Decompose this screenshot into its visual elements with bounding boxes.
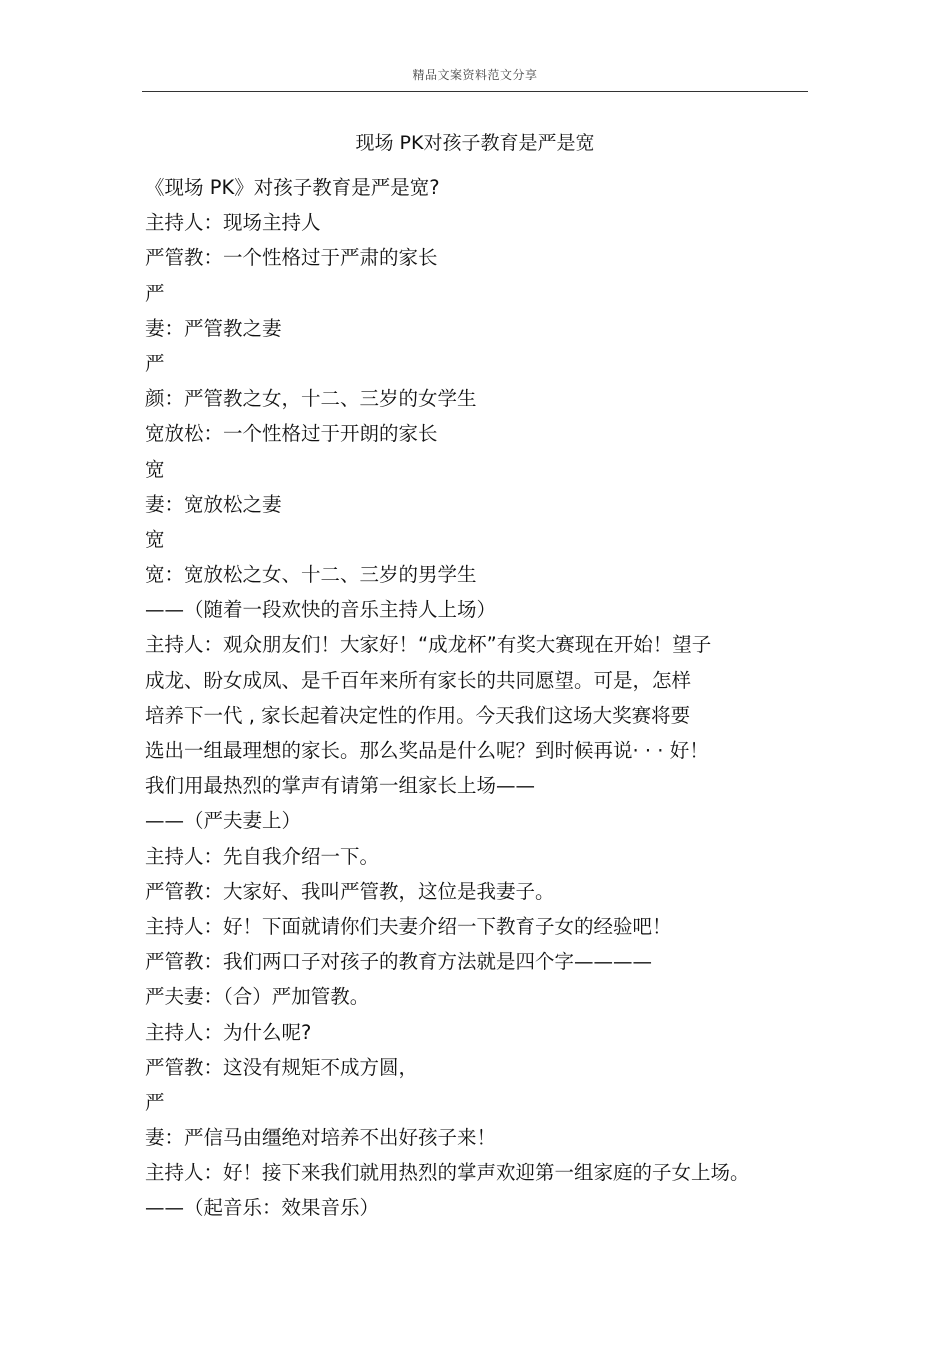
body-line: 主持人：好！下面就请你们夫妻介绍一下教育子女的经验吧！	[145, 914, 672, 938]
body-line: 培养下一代 , 家长起着决定性的作用。今天我们这场大奖赛将要	[145, 703, 691, 727]
header-divider	[142, 91, 808, 92]
body-line: 严	[145, 1090, 165, 1114]
body-line: 主持人：观众朋友们！大家好！“成龙杯”有奖大赛现在开始！望子	[145, 633, 712, 657]
body-line: 主持人：好！接下来我们就用热烈的掌声欢迎第一组家庭的子女上场。	[145, 1161, 750, 1185]
page-header: 精品文案资料范文分享	[412, 68, 538, 82]
body-line: 成龙、盼女成凤、是千百年来所有家长的共同愿望。可是，怎样	[145, 668, 692, 692]
body-line: ——（严夫妻上）	[145, 809, 302, 833]
body-line: 我们用最热烈的掌声有请第一组家长上场——	[145, 774, 536, 798]
body-line: 宽	[145, 527, 165, 551]
body-line: 严管教：这没有规矩不成方圆，	[145, 1055, 419, 1079]
body-line: 妻：宽放松之妻	[145, 492, 282, 516]
body-line: 主持人：现场主持人	[145, 211, 321, 235]
body-line: 颜：严管教之女，十二、三岁的女学生	[145, 387, 477, 411]
document-title: 现场 PK对孩子教育是严是宽	[355, 132, 595, 154]
body-line: 主持人：先自我介绍一下。	[145, 844, 380, 868]
body-line: 严管教：我们两口子对孩子的教育方法就是四个字————	[145, 950, 653, 974]
body-line: 严管教：大家好、我叫严管教，这位是我妻子。	[145, 879, 555, 903]
body-line: 严	[145, 351, 165, 375]
body-line: ——（起音乐：效果音乐）	[145, 1196, 380, 1220]
body-line: 宽：宽放松之女、十二、三岁的男学生	[145, 563, 477, 587]
body-line: 宽放松：一个性格过于开朗的家长	[145, 422, 438, 446]
body-line: 严夫妻：（合）严加管教。	[145, 985, 370, 1009]
body-line: 严管教：一个性格过于严肃的家长	[145, 246, 438, 270]
body-line: 《现场 PK》对孩子教育是严是宽?	[145, 176, 440, 199]
body-line: 主持人：为什么呢?	[145, 1020, 312, 1044]
body-line: ——（随着一段欢快的音乐主持人上场）	[145, 598, 497, 622]
body-line: 妻：严管教之妻	[145, 316, 282, 340]
body-line: 宽	[145, 457, 165, 481]
document-body	[145, 170, 825, 1226]
body-line: 选出一组最理想的家长。那么奖品是什么呢？到时候再说· · · 好！	[145, 739, 709, 762]
body-line: 妻：严信马由缰绝对培养不出好孩子来！	[145, 1126, 497, 1150]
body-line: 严	[145, 281, 165, 305]
